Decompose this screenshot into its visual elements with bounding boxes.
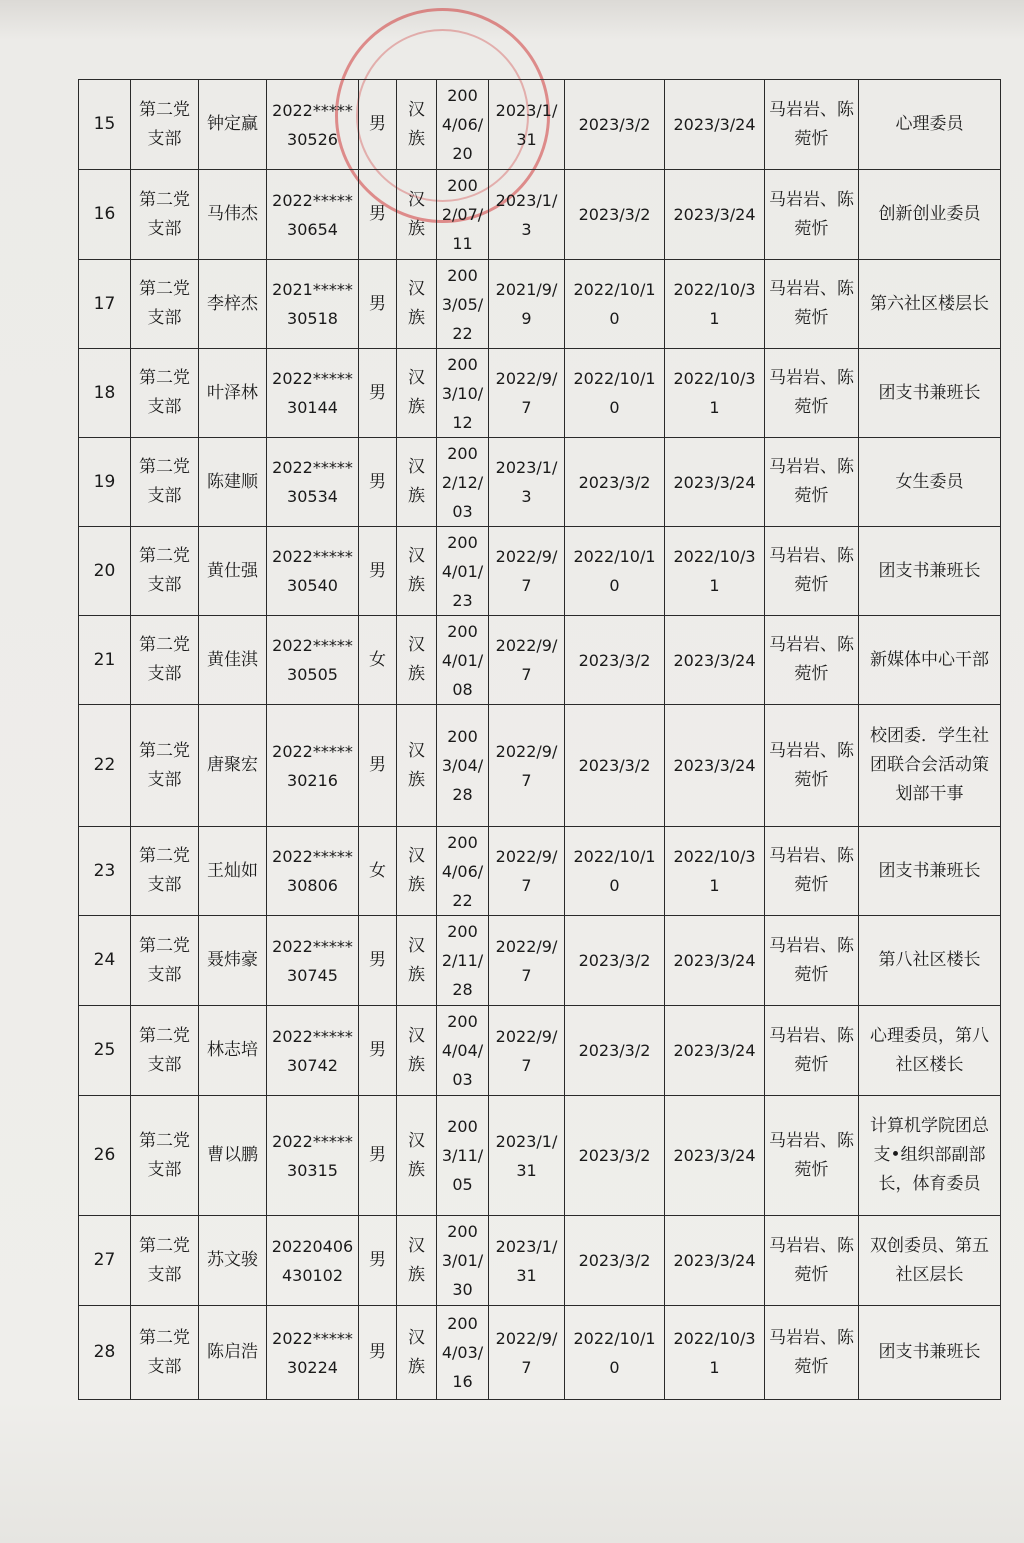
cell-role: 心理委员 — [859, 80, 1001, 170]
cell-student-id: 2022*****30654 — [267, 170, 359, 260]
cell-gender: 男 — [359, 80, 397, 170]
cell-birth-date: 2002/11/28 — [437, 916, 489, 1006]
cell-branch: 第二党支部 — [131, 349, 199, 438]
cell-contacts: 马岩岩、陈菀忻 — [765, 916, 859, 1006]
cell-date-3: 2023/3/24 — [665, 80, 765, 170]
cell-branch: 第二党支部 — [131, 1006, 199, 1096]
cell-gender: 男 — [359, 349, 397, 438]
cell-branch: 第二党支部 — [131, 1216, 199, 1306]
cell-date-1: 2022/9/7 — [489, 705, 565, 827]
cell-branch: 第二党支部 — [131, 527, 199, 616]
cell-role: 第六社区楼层长 — [859, 260, 1001, 349]
cell-name: 钟定赢 — [199, 80, 267, 170]
cell-date-1: 2022/9/7 — [489, 616, 565, 705]
cell-role: 团支书兼班长 — [859, 1306, 1001, 1400]
cell-date-2: 2023/3/2 — [565, 170, 665, 260]
cell-contacts: 马岩岩、陈菀忻 — [765, 616, 859, 705]
cell-ethnicity: 汉族 — [397, 705, 437, 827]
cell-date-3: 2022/10/31 — [665, 349, 765, 438]
cell-name: 李梓杰 — [199, 260, 267, 349]
cell-date-2: 2023/3/2 — [565, 705, 665, 827]
cell-number: 16 — [79, 170, 131, 260]
table-row — [79, 438, 1001, 527]
cell-ethnicity: 汉族 — [397, 1306, 437, 1400]
cell-gender: 男 — [359, 260, 397, 349]
cell-gender: 男 — [359, 438, 397, 527]
cell-student-id: 2022*****30144 — [267, 349, 359, 438]
cell-contacts: 马岩岩、陈菀忻 — [765, 527, 859, 616]
cell-gender: 女 — [359, 616, 397, 705]
cell-role: 第八社区楼长 — [859, 916, 1001, 1006]
cell-ethnicity: 汉族 — [397, 616, 437, 705]
cell-date-3: 2023/3/24 — [665, 616, 765, 705]
cell-number: 17 — [79, 260, 131, 349]
cell-name: 聂炜豪 — [199, 916, 267, 1006]
cell-branch: 第二党支部 — [131, 438, 199, 527]
cell-contacts: 马岩岩、陈菀忻 — [765, 827, 859, 916]
cell-date-3: 2022/10/31 — [665, 260, 765, 349]
cell-contacts: 马岩岩、陈菀忻 — [765, 170, 859, 260]
cell-number: 15 — [79, 80, 131, 170]
cell-contacts: 马岩岩、陈菀忻 — [765, 1306, 859, 1400]
cell-role: 团支书兼班长 — [859, 827, 1001, 916]
cell-date-2: 2022/10/10 — [565, 827, 665, 916]
cell-birth-date: 2002/07/11 — [437, 170, 489, 260]
cell-gender: 男 — [359, 527, 397, 616]
cell-role: 校团委．学生社团联合会活动策划部干事 — [859, 705, 1001, 827]
cell-date-3: 2023/3/24 — [665, 705, 765, 827]
cell-date-1: 2022/9/7 — [489, 527, 565, 616]
cell-date-3: 2023/3/24 — [665, 170, 765, 260]
cell-date-1: 2023/1/3 — [489, 438, 565, 527]
cell-birth-date: 2003/10/12 — [437, 349, 489, 438]
cell-role: 新媒体中心干部 — [859, 616, 1001, 705]
cell-date-3: 2023/3/24 — [665, 438, 765, 527]
cell-name: 唐聚宏 — [199, 705, 267, 827]
cell-student-id: 2021*****30518 — [267, 260, 359, 349]
cell-contacts: 马岩岩、陈菀忻 — [765, 1006, 859, 1096]
cell-birth-date: 2004/04/03 — [437, 1006, 489, 1096]
cell-gender: 男 — [359, 1006, 397, 1096]
cell-student-id: 2022*****30224 — [267, 1306, 359, 1400]
cell-branch: 第二党支部 — [131, 827, 199, 916]
cell-date-2: 2022/10/10 — [565, 260, 665, 349]
cell-name: 苏文骏 — [199, 1216, 267, 1306]
cell-name: 黄仕强 — [199, 527, 267, 616]
cell-number: 24 — [79, 916, 131, 1006]
cell-gender: 男 — [359, 705, 397, 827]
cell-branch: 第二党支部 — [131, 260, 199, 349]
table-row — [79, 1006, 1001, 1096]
cell-date-3: 2022/10/31 — [665, 1306, 765, 1400]
cell-date-2: 2023/3/2 — [565, 80, 665, 170]
table-row — [79, 80, 1001, 170]
cell-date-3: 2022/10/31 — [665, 527, 765, 616]
cell-date-1: 2022/9/7 — [489, 1006, 565, 1096]
cell-date-2: 2022/10/10 — [565, 1306, 665, 1400]
cell-date-1: 2022/9/7 — [489, 916, 565, 1006]
cell-birth-date: 2003/01/30 — [437, 1216, 489, 1306]
cell-date-1: 2023/1/31 — [489, 80, 565, 170]
table-row — [79, 1096, 1001, 1216]
cell-branch: 第二党支部 — [131, 916, 199, 1006]
cell-contacts: 马岩岩、陈菀忻 — [765, 80, 859, 170]
cell-ethnicity: 汉族 — [397, 527, 437, 616]
table-row — [79, 527, 1001, 616]
cell-contacts: 马岩岩、陈菀忻 — [765, 1096, 859, 1216]
cell-birth-date: 2003/05/22 — [437, 260, 489, 349]
cell-ethnicity: 汉族 — [397, 1216, 437, 1306]
cell-date-2: 2023/3/2 — [565, 438, 665, 527]
cell-date-1: 2021/9/9 — [489, 260, 565, 349]
cell-date-1: 2022/9/7 — [489, 1306, 565, 1400]
cell-gender: 男 — [359, 170, 397, 260]
table-row — [79, 1306, 1001, 1400]
table-row — [79, 170, 1001, 260]
cell-name: 陈建顺 — [199, 438, 267, 527]
cell-ethnicity: 汉族 — [397, 1006, 437, 1096]
table-row — [79, 616, 1001, 705]
cell-date-1: 2022/9/7 — [489, 349, 565, 438]
cell-birth-date: 2003/04/28 — [437, 705, 489, 827]
cell-ethnicity: 汉族 — [397, 827, 437, 916]
cell-branch: 第二党支部 — [131, 1306, 199, 1400]
cell-birth-date: 2004/03/16 — [437, 1306, 489, 1400]
cell-gender: 男 — [359, 1216, 397, 1306]
cell-birth-date: 2003/11/05 — [437, 1096, 489, 1216]
cell-number: 27 — [79, 1216, 131, 1306]
cell-gender: 男 — [359, 1096, 397, 1216]
cell-date-2: 2023/3/2 — [565, 1216, 665, 1306]
cell-contacts: 马岩岩、陈菀忻 — [765, 1216, 859, 1306]
cell-ethnicity: 汉族 — [397, 438, 437, 527]
cell-student-id: 2022*****30806 — [267, 827, 359, 916]
cell-role: 双创委员、第五社区层长 — [859, 1216, 1001, 1306]
cell-role: 女生委员 — [859, 438, 1001, 527]
cell-role: 创新创业委员 — [859, 170, 1001, 260]
cell-date-3: 2023/3/24 — [665, 916, 765, 1006]
cell-number: 22 — [79, 705, 131, 827]
cell-date-1: 2022/9/7 — [489, 827, 565, 916]
cell-role: 团支书兼班长 — [859, 349, 1001, 438]
table-row — [79, 916, 1001, 1006]
cell-ethnicity: 汉族 — [397, 916, 437, 1006]
cell-number: 28 — [79, 1306, 131, 1400]
cell-number: 25 — [79, 1006, 131, 1096]
cell-branch: 第二党支部 — [131, 1096, 199, 1216]
cell-student-id: 20220406430102 — [267, 1216, 359, 1306]
cell-role: 心理委员，第八社区楼长 — [859, 1006, 1001, 1096]
cell-student-id: 2022*****30534 — [267, 438, 359, 527]
roster-body — [79, 80, 1001, 1400]
cell-contacts: 马岩岩、陈菀忻 — [765, 705, 859, 827]
cell-role: 计算机学院团总支•组织部副部长，体育委员 — [859, 1096, 1001, 1216]
cell-date-3: 2023/3/24 — [665, 1216, 765, 1306]
cell-student-id: 2022*****30505 — [267, 616, 359, 705]
cell-name: 王灿如 — [199, 827, 267, 916]
cell-gender: 女 — [359, 827, 397, 916]
cell-birth-date: 2004/01/08 — [437, 616, 489, 705]
cell-gender: 男 — [359, 916, 397, 1006]
cell-birth-date: 2004/01/23 — [437, 527, 489, 616]
cell-date-2: 2023/3/2 — [565, 616, 665, 705]
cell-contacts: 马岩岩、陈菀忻 — [765, 349, 859, 438]
cell-student-id: 2022*****30540 — [267, 527, 359, 616]
table-row — [79, 349, 1001, 438]
cell-birth-date: 2004/06/20 — [437, 80, 489, 170]
cell-branch: 第二党支部 — [131, 616, 199, 705]
cell-date-2: 2022/10/10 — [565, 527, 665, 616]
cell-contacts: 马岩岩、陈菀忻 — [765, 438, 859, 527]
cell-number: 26 — [79, 1096, 131, 1216]
cell-date-1: 2023/1/31 — [489, 1096, 565, 1216]
cell-student-id: 2022*****30745 — [267, 916, 359, 1006]
cell-date-2: 2022/10/10 — [565, 349, 665, 438]
cell-gender: 男 — [359, 1306, 397, 1400]
cell-date-1: 2023/1/31 — [489, 1216, 565, 1306]
table-row — [79, 260, 1001, 349]
cell-date-3: 2023/3/24 — [665, 1006, 765, 1096]
cell-ethnicity: 汉族 — [397, 349, 437, 438]
cell-number: 20 — [79, 527, 131, 616]
cell-name: 叶泽林 — [199, 349, 267, 438]
cell-ethnicity: 汉族 — [397, 260, 437, 349]
table-row — [79, 827, 1001, 916]
cell-number: 21 — [79, 616, 131, 705]
cell-birth-date: 2004/06/22 — [437, 827, 489, 916]
table-row — [79, 705, 1001, 827]
cell-date-2: 2023/3/2 — [565, 1096, 665, 1216]
cell-date-2: 2023/3/2 — [565, 916, 665, 1006]
cell-ethnicity: 汉族 — [397, 80, 437, 170]
cell-branch: 第二党支部 — [131, 80, 199, 170]
cell-name: 林志培 — [199, 1006, 267, 1096]
cell-ethnicity: 汉族 — [397, 1096, 437, 1216]
cell-number: 18 — [79, 349, 131, 438]
cell-student-id: 2022*****30216 — [267, 705, 359, 827]
cell-contacts: 马岩岩、陈菀忻 — [765, 260, 859, 349]
cell-branch: 第二党支部 — [131, 170, 199, 260]
cell-student-id: 2022*****30742 — [267, 1006, 359, 1096]
cell-birth-date: 2002/12/03 — [437, 438, 489, 527]
cell-name: 曹以鹏 — [199, 1096, 267, 1216]
cell-branch: 第二党支部 — [131, 705, 199, 827]
cell-date-3: 2023/3/24 — [665, 1096, 765, 1216]
cell-number: 19 — [79, 438, 131, 527]
cell-name: 黄佳淇 — [199, 616, 267, 705]
cell-name: 陈启浩 — [199, 1306, 267, 1400]
cell-student-id: 2022*****30526 — [267, 80, 359, 170]
table-row — [79, 1216, 1001, 1306]
cell-date-1: 2023/1/3 — [489, 170, 565, 260]
member-roster-table — [78, 79, 1001, 1400]
cell-student-id: 2022*****30315 — [267, 1096, 359, 1216]
cell-ethnicity: 汉族 — [397, 170, 437, 260]
cell-role: 团支书兼班长 — [859, 527, 1001, 616]
cell-number: 23 — [79, 827, 131, 916]
cell-date-2: 2023/3/2 — [565, 1006, 665, 1096]
cell-date-3: 2022/10/31 — [665, 827, 765, 916]
cell-name: 马伟杰 — [199, 170, 267, 260]
